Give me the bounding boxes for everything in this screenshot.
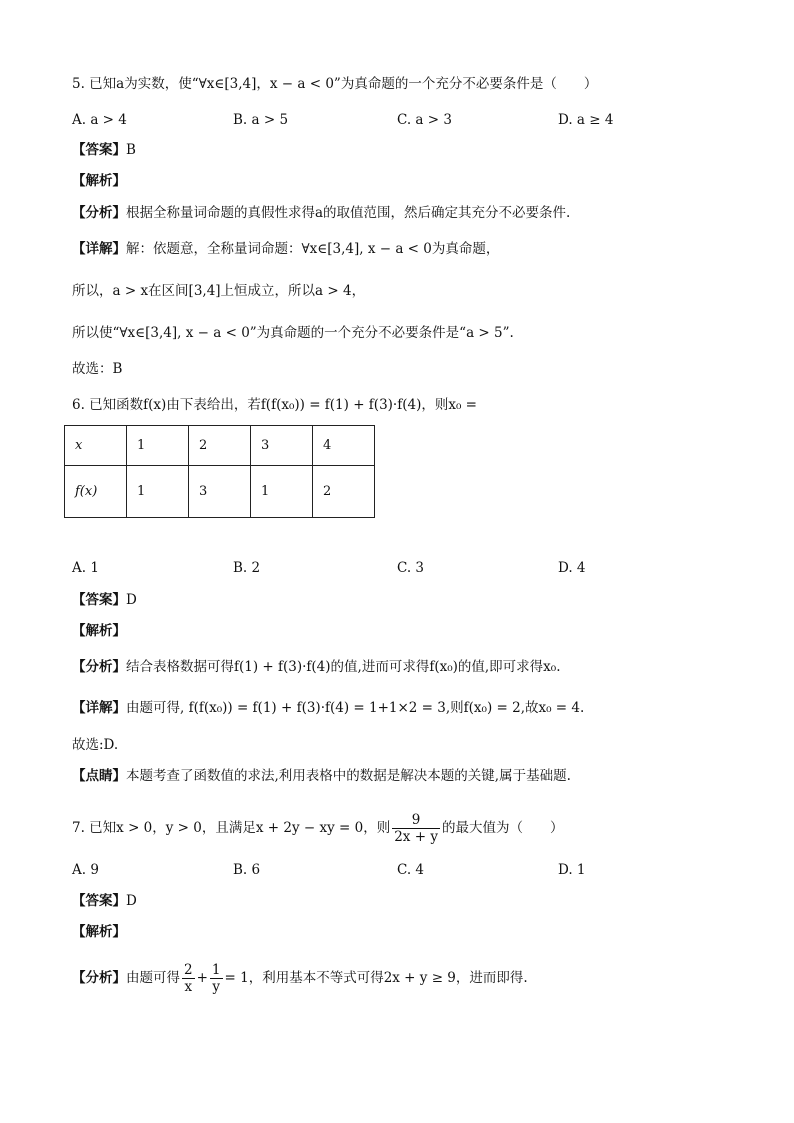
table-cell: x xyxy=(65,426,127,466)
q5-answer: 【答案】B xyxy=(72,142,136,158)
table-cell: 3 xyxy=(251,426,313,466)
q7-fenxi-fraction-1: $\frac{2}{x}$ xyxy=(184,962,193,995)
q6-guxuan: 故选:D. xyxy=(72,737,119,753)
q5-option-d: D. a ≥ 4 xyxy=(558,112,614,128)
q6-jiexi: 【解析】 xyxy=(72,623,126,639)
q7-fraction: $\frac{9}{2x + y}$ xyxy=(394,812,438,845)
function-table xyxy=(64,425,375,518)
q6-stem: 6. 已知函数f(x)由下表给出，若f(f(x₀)) = f(1) + f(3)·f(4)，则x₀ = xyxy=(72,397,477,413)
q7-option-d: D. 1 xyxy=(558,862,586,878)
table-cell: 3 xyxy=(189,466,251,518)
q6-option-d: D. 4 xyxy=(558,560,586,576)
table-cell: 4 xyxy=(313,426,375,466)
q5-option-b: B. a > 5 xyxy=(233,112,289,128)
table-row xyxy=(65,466,375,518)
q6-option-a: A. 1 xyxy=(72,560,99,576)
table-cell: 1 xyxy=(251,466,313,518)
q7-option-b: B. 6 xyxy=(233,862,261,878)
q5-option-c: C. a > 3 xyxy=(397,112,452,128)
table-row xyxy=(65,426,375,466)
q7-fenxi: 【分析】由题可得 $\frac{2}{x}$ + $\frac{1}{y}$ = 1，利用基本不等式可得2x + y ≥ 9，进而即得. xyxy=(72,962,528,995)
q7-answer: 【答案】D xyxy=(72,893,137,909)
table-cell: f(x) xyxy=(65,466,127,518)
q6-fenxi: 【分析】结合表格数据可得f(1) + f(3)·f(4)的值,进而可求得f(x₀)的值,即可求得x₀. xyxy=(72,659,561,675)
q7-jiexi: 【解析】 xyxy=(72,924,126,940)
q7-stem: 7. 已知x > 0，y > 0，且满足x + 2y − xy = 0，则 $\frac{9}{2x + y}$ 的最大值为（ ） xyxy=(72,812,564,845)
q6-option-c: C. 3 xyxy=(397,560,425,576)
q6-option-b: B. 2 xyxy=(233,560,261,576)
q5-fenxi: 【分析】根据全称量词命题的真假性求得a的取值范围，然后确定其充分不必要条件. xyxy=(72,205,571,221)
q6-xiangjie: 【详解】由题可得, f(f(x₀)) = f(1) + f(3)·f(4) = 1+1×2 = 3,则f(x₀) = 2,故x₀ = 4. xyxy=(72,700,585,716)
table-cell: 2 xyxy=(189,426,251,466)
q5-stem: 5. 已知a为实数，使“∀x∈[3,4]，x − a < 0”为真命题的一个充分不必要条件是（ ） xyxy=(72,76,598,92)
q5-xiangjie: 【详解】解：依题意，全称量词命题：∀x∈[3,4], x − a < 0为真命题， xyxy=(72,241,500,257)
q6-answer: 【答案】D xyxy=(72,592,137,608)
table-cell: 1 xyxy=(127,426,189,466)
q5-xiangjie-2: 所以，a > x在区间[3,4]上恒成立，所以a > 4， xyxy=(72,283,366,299)
q6-dianjing: 【点睛】本题考查了函数值的求法,利用表格中的数据是解决本题的关键,属于基础题. xyxy=(72,768,571,784)
table-cell: 1 xyxy=(127,466,189,518)
q7-option-c: C. 4 xyxy=(397,862,425,878)
q5-guxuan: 故选：B xyxy=(72,361,123,377)
q7-option-a: A. 9 xyxy=(72,862,99,878)
q5-option-a: A. a > 4 xyxy=(72,112,127,128)
q5-xiangjie-3: 所以使“∀x∈[3,4], x − a < 0”为真命题的一个充分不必要条件是“a > 5”. xyxy=(72,325,514,341)
q5-jiexi: 【解析】 xyxy=(72,173,126,189)
q7-fenxi-fraction-2: $\frac{1}{y}$ xyxy=(211,962,221,995)
table-cell: 2 xyxy=(313,466,375,518)
